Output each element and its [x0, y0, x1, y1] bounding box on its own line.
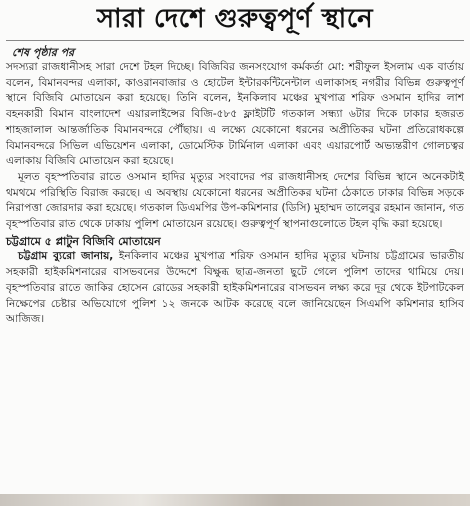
photo-edge — [0, 494, 470, 506]
headline: সারা দেশে গুরুত্বপূর্ণ স্থানে — [96, 4, 374, 34]
paragraph-1: সদস্যরা রাজধানীসহ সারা দেশে টহল দিচ্ছে। বিজিবির জনসংযোগ কর্মকর্তা মো: শরীফুল ইসলাম এক বার্তায় বলেন, বিমানবন্দর এলাকা, কাওরানবাজার ও হোটেল ইন্টারকন্টিনেন্টাল এলাকাসহ নগরীর বিভিন্ন গুরুত্বপূর্ণ স্থানে বিজিবি মোতায়েন করা হয়েছে। তিনি বলেন, ইনকিলাব মঞ্চের মুখপাত্র শরিফ ওসমান হাদির লাশ বহনকারী বিমান বাংলাদেশ এয়ারলাইন্সের বিজি-৫৮৫ ফ্লাইটটি গতকাল সন্ধ্যা ৬টার দিকে ঢাকার হজরত শাহজালাল আন্তর্জাতিক বিমানবন্দরে পৌঁছায়। এ লক্ষ্যে যেকোনো ধরনের অপ্রীতিকর ঘটনা প্রতিরোধকল্পে বিমানবন্দরে সিভিল এভিয়েশন এলাকা, ডোমেস্টিক টার্মিনাল এলাকা এবং এয়ারপোর্ট অভ্যন্তরীণ গোলচত্বর এলাকায় বিজিবি মোতায়েন করা হয়েছে। — [6, 61, 464, 168]
article-body — [6, 60, 464, 328]
bureau-label: চট্টগ্রাম ব্যুরো জানায়, — [18, 250, 114, 263]
continued-from-label: শেষ পৃষ্ঠার পর — [12, 46, 75, 59]
paragraph-2: মূলত বৃহস্পতিবার রাতে ওসমান হাদির মৃত্যুর সংবাদের পর রাজধানীসহ দেশের বিভিন্ন স্থানে অনেকটাই থমথমে পরিস্থিতি বিরাজ করছে। এ অবস্থায় যেকোনো ধরনের অপ্রীতিকর ঘটনা ঠেকাতে ঢাকার বিভিন্ন সড়কে নিরাপত্তা জোরদার করা হয়েছে। গতকাল ডিএমপির উপ-কমিশনার (ডিসি) মুহাম্মদ তালেবুর রহমান জানান, গত বৃহস্পতিবার রাত থেকে ঢাকায় পুলিশ মোতায়েন রয়েছে। গুরুত্বপূর্ণ স্থাপনাগুলোতে টহল বৃদ্ধি করা হয়েছে। — [6, 170, 464, 231]
paragraph-3-text: ইনকিলাব মঞ্চের মুখপাত্র শরিফ ওসমান হাদির মৃত্যুর ঘটনায় চট্টগ্রামের ভারতীয় সহকারী হাইকমিশনারের বাসভবনের উদ্দেশে বিক্ষুব্ধ ছাত্র-জনতা ছুটে গেলে পুলিশ তাদের থামিয়ে দেয়। বৃহস্পতিবার রাতে জাকির হোসেন রোডের সহকারী হাইকমিশনারের বাসভবন লক্ষ্য করে দূর থেকে ইটপাটকেল নিক্ষেপের চেষ্টার অভিযোগে পুলিশ ১২ জনকে আটক করেছে বলে জানিয়েছেন সিএমপি কমিশনার হাসিব আজিজ। — [6, 250, 465, 326]
paragraph-3 — [6, 249, 464, 328]
headline-divider — [6, 40, 464, 41]
subheading: চট্টগ্রামে ৫ প্লাটুন বিজিবি মোতায়েন — [6, 234, 161, 248]
